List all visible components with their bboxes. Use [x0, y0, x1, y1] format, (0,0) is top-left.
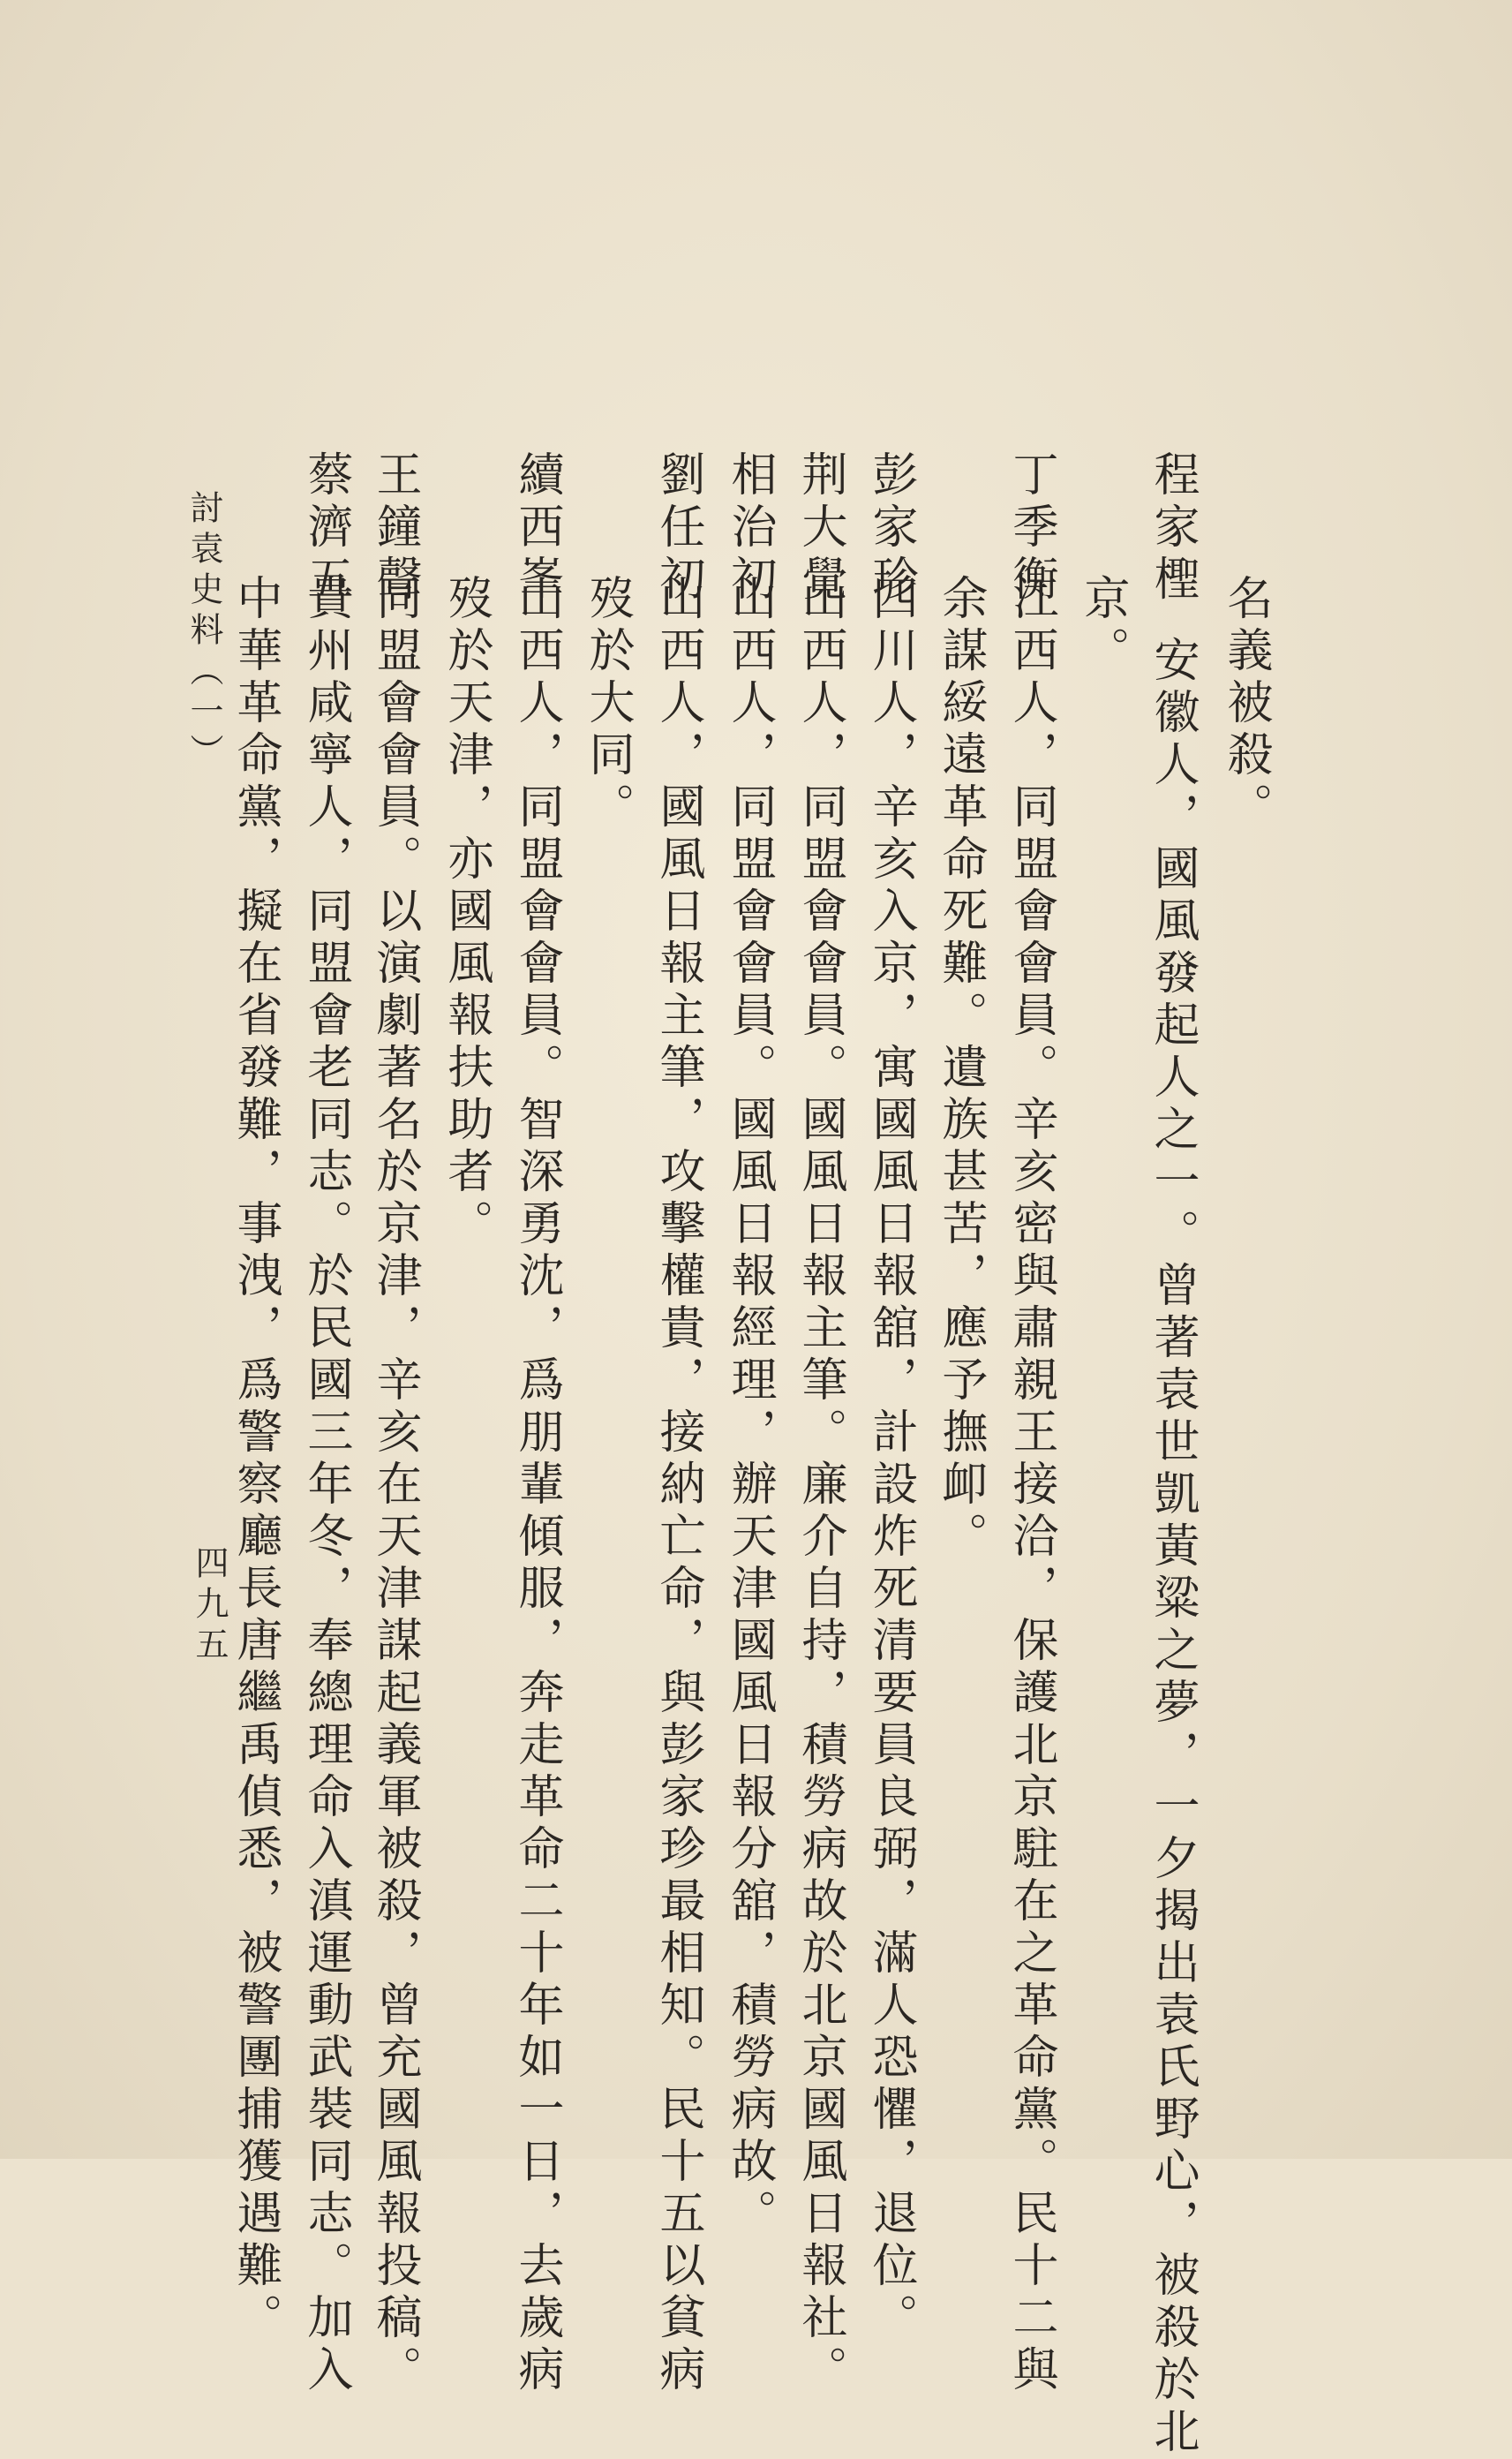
text-column: 名義被殺。 — [1219, 574, 1272, 834]
text-column: 歿於大同。 — [581, 574, 634, 834]
entry-name: 彭家珍 — [864, 450, 917, 607]
text-column: 余謀綏遠革命死難。遺族甚苦，應予撫卹。 — [934, 574, 987, 1564]
text-column: 安徽人，國風發起人之一。曾著袁世凱黃粱之夢，一夕揭出袁氏野心，被殺於北 — [1146, 636, 1199, 2459]
book-title: 討袁史料（一） — [184, 490, 223, 774]
entry-name: 相治初 — [723, 450, 776, 607]
entry-name: 劉任初 — [651, 450, 704, 607]
entry-name: 王鐘聲 — [368, 450, 421, 607]
entry-name: 蔡濟五 — [299, 450, 352, 607]
text-column: 四川人，辛亥入京，寓國風日報舘，計設炸死清要員良弼，滿人恐懼，退位。 — [864, 574, 917, 2345]
page-number: 四九五 — [190, 1545, 229, 1667]
text-column: 山西人，國風日報主筆，攻擊權貴，接納亡命，與彭家珍最相知。民十五以貧病 — [651, 574, 704, 2397]
text-column: 中華革命黨，擬在省發難，事洩，爲警察廳長唐繼禹偵悉，被警團捕獲遇難。 — [229, 574, 282, 2345]
text-column: 山西人，同盟會會員。智深勇沈，爲朋輩傾服，奔走革命二十年如一日，去歲病 — [510, 574, 563, 2397]
text-column: 同盟會會員。以演劇著名於京津，辛亥在天津謀起義軍被殺，曾充國風報投稿。 — [368, 574, 421, 2397]
entry-name: 續西峯 — [510, 450, 563, 607]
entry-name: 程家檉 — [1146, 450, 1199, 607]
text-column: 江西人，同盟會會員。辛亥密與肅親王接洽，保護北京駐在之革命黨。民十二與 — [1004, 574, 1057, 2397]
entry-name: 荆大覺 — [794, 450, 846, 607]
text-column: 貴州咸寧人，同盟會老同志。於民國三年冬，奉總理命入滇運動武裝同志。加入 — [299, 574, 352, 2397]
text-column: 歿於天津，亦國風報扶助者。 — [440, 574, 493, 1251]
entry-name: 丁季衡 — [1004, 450, 1057, 607]
text-column: 山西人，同盟會會員。國風日報主筆。廉介自持，積勞病故於北京國風日報社。 — [794, 574, 846, 2397]
text-column: 山西人，同盟會會員。國風日報經理，辦天津國風日報分舘，積勞病故。 — [723, 574, 776, 2241]
text-column: 京。 — [1076, 574, 1129, 678]
